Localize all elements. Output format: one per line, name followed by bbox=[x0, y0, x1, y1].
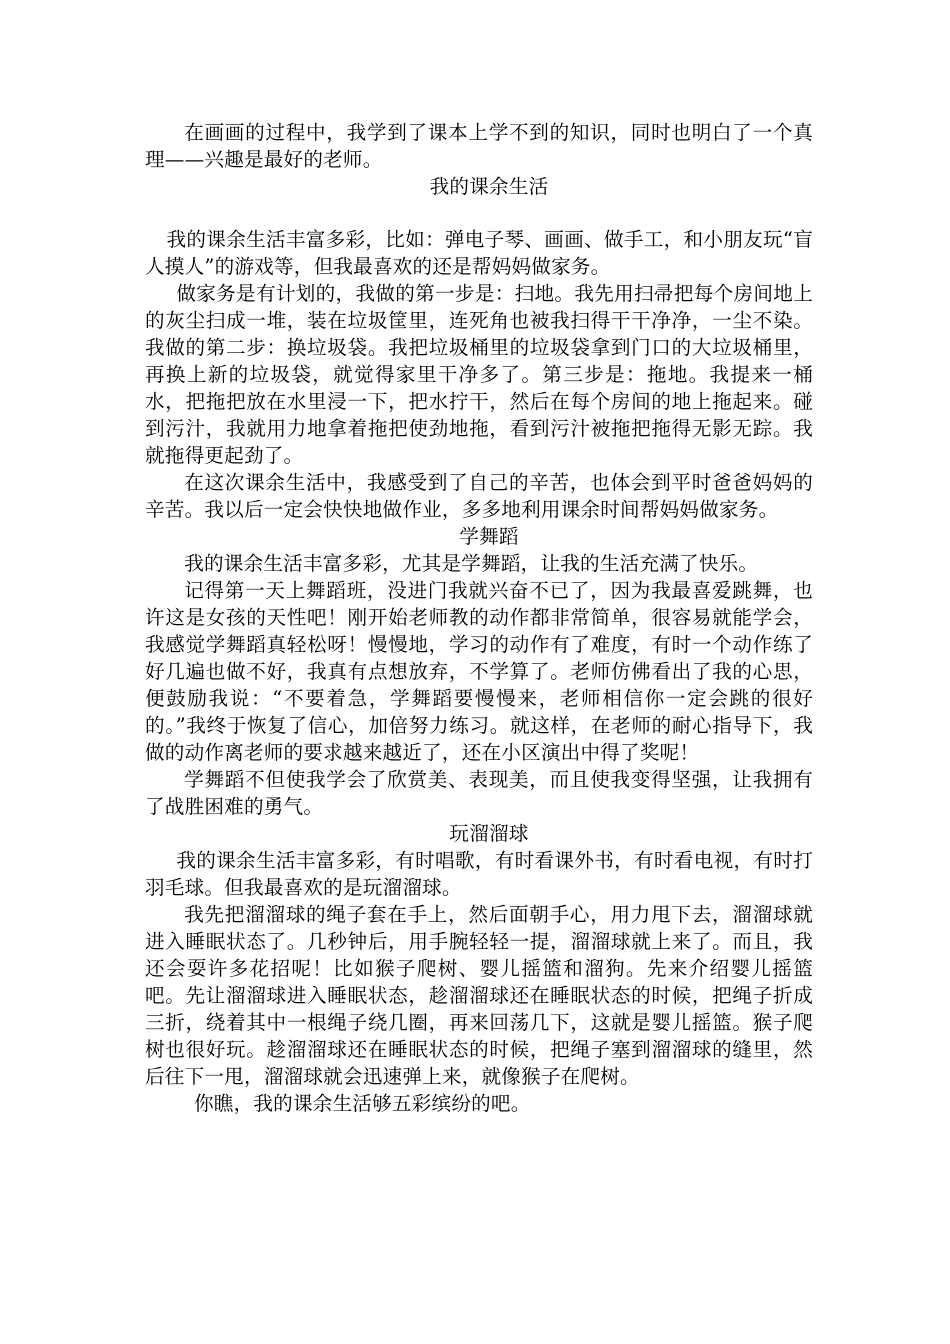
essay3-paragraph-1: 我的课余生活丰富多彩，有时唱歌，有时看课外书，有时看电视，有时打羽毛球。但我最喜欢的是玩溜溜球。 bbox=[145, 849, 813, 899]
essay-title-dance: 学舞蹈 bbox=[459, 525, 519, 548]
essay-title-yoyo: 玩溜溜球 bbox=[449, 822, 529, 845]
intro-paragraph: 在画画的过程中，我学到了课本上学不到的知识，同时也明白了一个真理——兴趣是最好的老师。 bbox=[145, 121, 813, 171]
essay2-paragraph-3: 学舞蹈不但使我学会了欣赏美、表现美，而且使我变得坚强，让我拥有了战胜困难的勇气。 bbox=[145, 768, 813, 818]
essay1-paragraph-2: 做家务是有计划的，我做的第一步是：扫地。我先用扫帚把每个房间地上的灰尘扫成一堆，装在垃圾筐里，连死角也被我扫得干干净净，一尘不染。我做的第二步：换垃圾袋。我把垃圾桶里的垃圾袋拿到门口的大垃圾桶里，再换上新的垃圾袋，就觉得家里干净多了。第三步是：拖地。我提来一桶水，把拖把放在水里浸一下，把水拧干，然后在每个房间的地上拖起来。碰到污汁，我就用力地拿着拖把使劲地拖，看到污汁被拖把拖得无影无踪。我就拖得更起劲了。 bbox=[145, 282, 813, 467]
essay2-paragraph-2: 记得第一天上舞蹈班，没进门我就兴奋不已了，因为我最喜爱跳舞，也许这是女孩的天性吧！刚开始老师教的动作都非常简单，很容易就能学会，我感觉学舞蹈真轻松呀！慢慢地，学习的动作有了难度，有时一个动作练了好几遍也做不好，我真有点想放弃，不学算了。老师仿佛看出了我的心思，便鼓励我说：“不要着急，学舞蹈要慢慢来，老师相信你一定会跳的很好的。”我终于恢复了信心，加倍努力练习。就这样，在老师的耐心指导下，我做的动作离老师的要求越来越近了，还在小区演出中得了奖呢！ bbox=[145, 579, 813, 764]
essay3-paragraph-2: 我先把溜溜球的绳子套在手上，然后面朝手心，用力甩下去，溜溜球就进入睡眠状态了。几秒钟后，用手腕轻轻一提，溜溜球就上来了。而且，我还会耍许多花招呢！比如猴子爬树、婴儿摇篮和溜狗。先来介绍婴儿摇篮吧。先让溜溜球进入睡眠状态，趁溜溜球还在睡眠状态的时候，把绳子折成三折，绕着其中一根绳子绕几圈，再来回荡几下，这就是婴儿摇篮。猴子爬树也很好玩。趁溜溜球还在睡眠状态的时候，把绳子塞到溜溜球的缝里，然后往下一甩，溜溜球就会迅速弹上来，就像猴子在爬树。 bbox=[145, 903, 813, 1088]
essay-title-after-school-life: 我的课余生活 bbox=[429, 175, 549, 198]
essay3-paragraph-3: 你瞧，我的课余生活够五彩缤纷的吧。 bbox=[194, 1092, 531, 1115]
essay1-paragraph-1: 我的课余生活丰富多彩，比如：弹电子琴、画画、做手工，和小朋友玩“盲人摸人”的游戏等，但我最喜欢的还是帮妈妈做家务。 bbox=[145, 228, 813, 278]
essay2-paragraph-1: 我的课余生活丰富多彩，尤其是学舞蹈，让我的生活充满了快乐。 bbox=[184, 552, 759, 575]
document-page bbox=[145, 119, 813, 1117]
essay1-paragraph-3: 在这次课余生活中，我感受到了自己的辛苦，也体会到平时爸爸妈妈的辛苦。我以后一定会快快地做作业，多多地利用课余时间帮妈妈做家务。 bbox=[145, 471, 813, 521]
blank-line bbox=[145, 200, 813, 226]
